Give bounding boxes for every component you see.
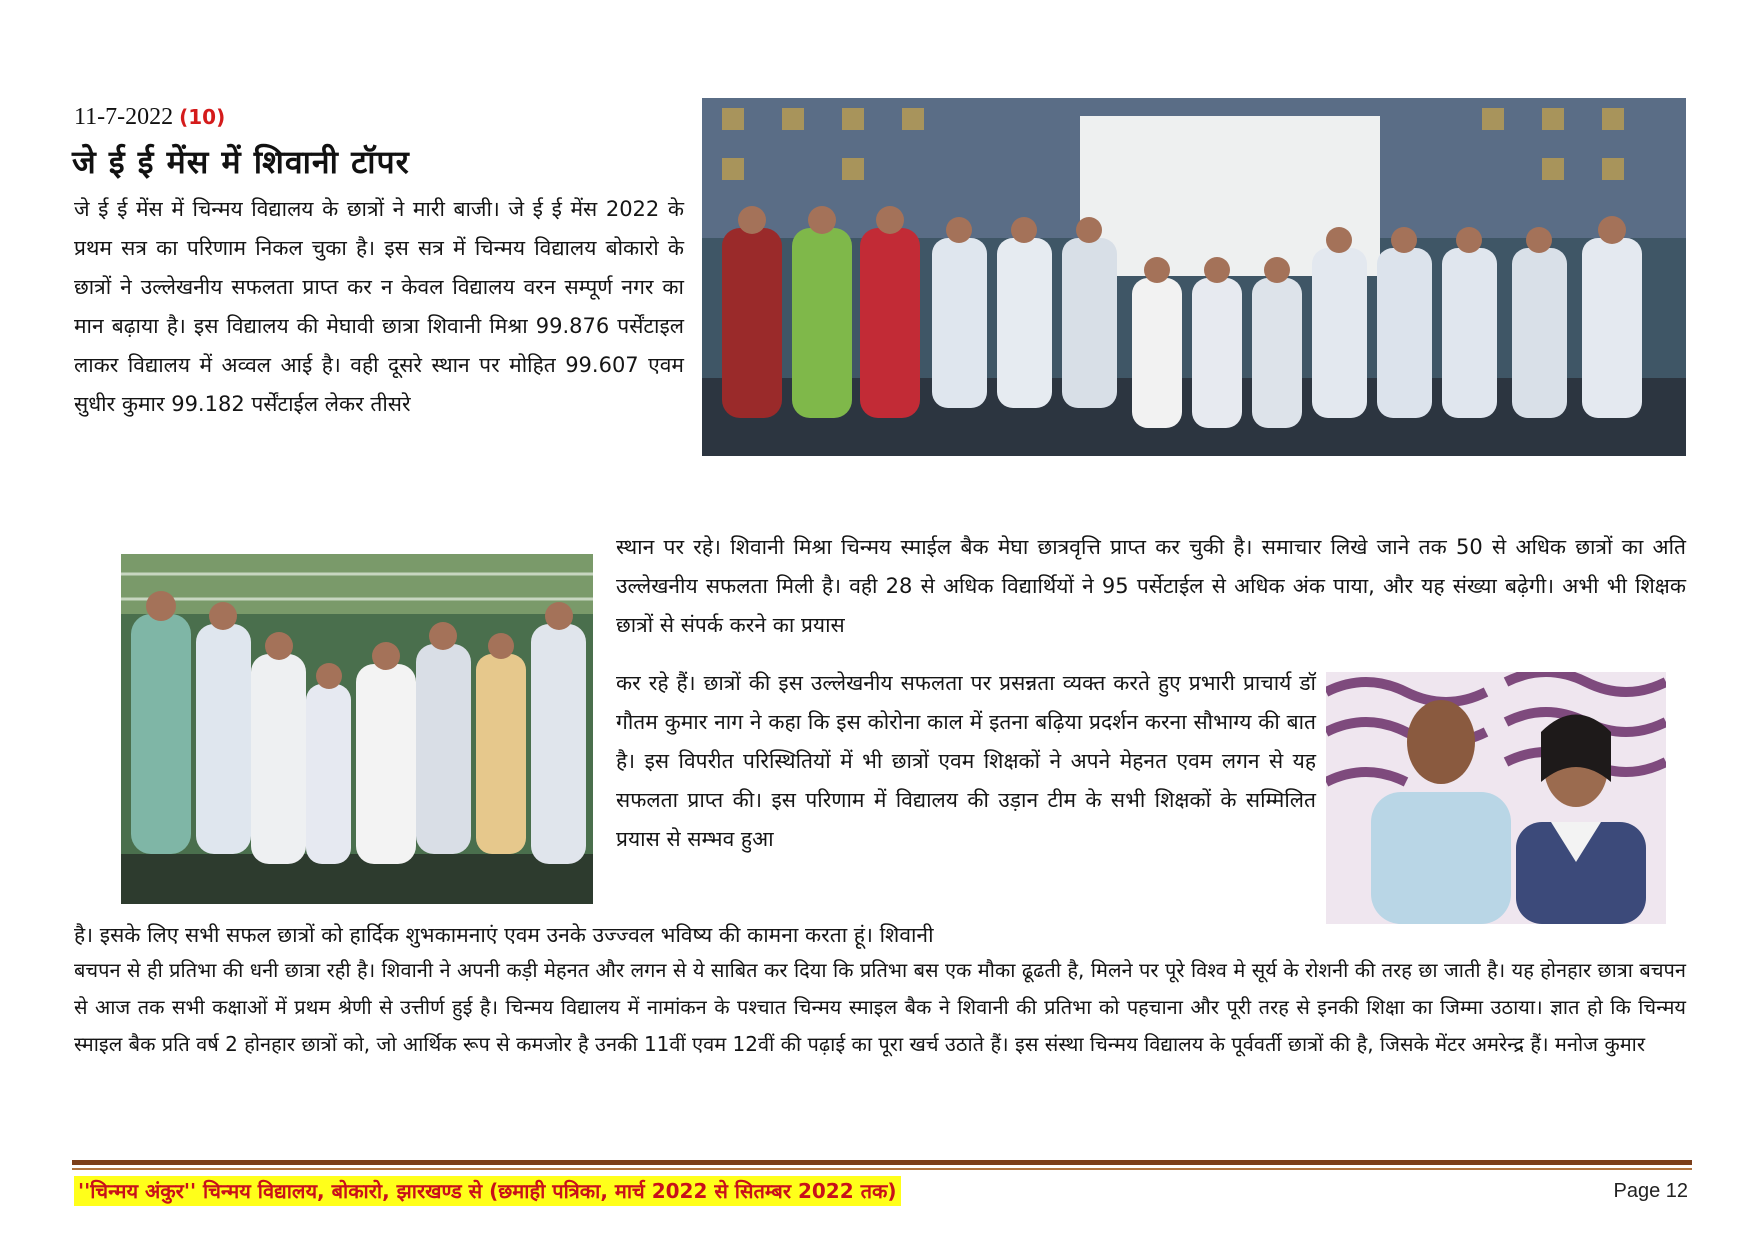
article-text-bottom-narrow: है। इसके लिए सभी सफल छात्रों को हार्दिक शुभकामनाएं एवम उनके उज्ज्वल भविष्य की कामना करता हूं। शिवानी [74, 923, 934, 947]
portrait-photo [1326, 672, 1666, 924]
footer-banner: ''चिन्मय अंकुर'' चिन्मय विद्यालय, बोकारो, झारखण्ड से (छमाही पत्रिका, मार्च 2022 से सितम्बर 2022 तक) [74, 1176, 901, 1206]
article-text-left: जे ई ई मेंस में चिन्मय विद्यालय के छात्रों ने मारी बाजी। जे ई ई मेंस 2022 के प्रथम सत्र का परिणाम निकल चुका है। इस सत्र में चिन्मय विद्यालय बोकारो के छात्रों ने उल्लेखनीय सफलता प्राप्त कर न केवल विद्यालय वरन सम्पूर्ण नगर का मान बढ़ाया है। इस विद्यालय की मेघावी छात्रा शिवानी मिश्रा 99.876 पर्सेंटाइल लाकर विद्यालय में अव्वल आई है। वही दूसरे स्थान पर मोहित 99.607 एवम सुधीर कुमार 99.182 पर्सेंटाईल लेकर तीसरे [74, 197, 684, 416]
ceremony-photo [121, 554, 593, 904]
article-text-mid-narrow: कर रहे हैं। छात्रों की इस उल्लेखनीय सफलता पर प्रसन्नता व्यक्त करते हुए प्रभारी प्राचार्य डॉ गौतम कुमार नाग ने कहा कि इस कोरोना काल में इतना बढ़िया प्रदर्शन करना सौभाग्य की बात है। इस विपरीत परिस्थितियों में भी छात्रों एवम शिक्षकों ने अपने मेहनत एवम लगन से यह सफलता प्राप्त की। इस परिणाम में विद्यालय की उड़ान टीम के सभी शिक्षकों के सम्मिलित प्रयास से सम्भव हुआ [616, 671, 1316, 851]
footer-rule-thin [72, 1168, 1692, 1170]
article-text-mid-wide: स्थान पर रहे। शिवानी मिश्रा चिन्मय स्माईल बैक मेघा छात्रवृत्ति प्राप्त कर चुकी है। समाचार लिखे जाने तक 50 से अधिक छात्रों का अति उल्लेखनीय सफलता मिली है। वही 28 से अधिक विद्यार्थियों ने 95 पर्सेटाईल से अधिक अंक पाया, और यह संख्या बढ़ेगी। अभी भी शिक्षक छात्रों से संपर्क करने का प्रयास [616, 535, 1686, 637]
inline-page-number: (10) [179, 105, 226, 129]
article-text-bottom-full: बचपन से ही प्रतिभा की धनी छात्रा रही है। शिवानी ने अपनी कड़ी मेहनत और लगन से ये साबित कर दिया कि प्रतिभा बस एक मौका ढूढती है, मिलने पर पूरे विश्व मे सूर्य के रोशनी की तरह छा जाती है। यह होनहार छात्रा बचपन से आज तक सभी कक्षाओं में प्रथम श्रेणी से उत्तीर्ण हुई है। चिन्मय विद्यालय में नामांकन के पश्चात चिन्मय स्माइल बैक ने शिवानी की प्रतिभा को पहचाना और पूरी तरह से इनकी शिक्षा का जिम्मा उठाया। ज्ञात हो कि चिन्मय स्माइल बैक प्रति वर्ष 2 होनहार छात्रों को, जो आर्थिक रूप से कमजोर है उनकी 11वीं एवम 12वीं की पढ़ाई का पूरा खर्च उठाते हैं। इस संस्था चिन्मय विद्यालय के पूर्ववर्ती छात्रों की है, जिसके मेंटर अमरेन्द्र हैं। मनोज कुमार [74, 958, 1686, 1056]
footer-rule-thick [72, 1160, 1692, 1165]
article-date [74, 104, 225, 131]
group-photo [702, 98, 1686, 456]
page-number: Page 12 [1613, 1180, 1688, 1202]
headline: जे ई ई मेंस में शिवानी टॉपर [72, 143, 410, 181]
date-text: 11-7-2022 [74, 104, 174, 130]
